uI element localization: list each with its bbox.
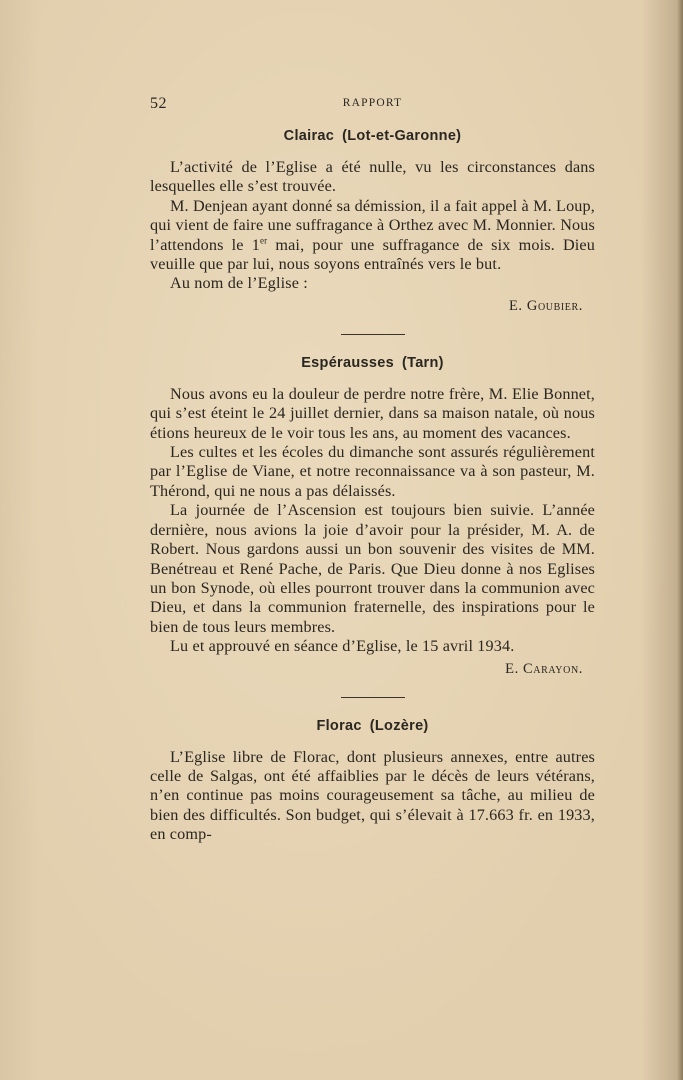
section-esperausses bbox=[150, 355, 595, 678]
paragraph: Les cultes et les écoles du dimanche sont assurés régulièrement par l’Eglise de Viane, et notre reconnaissance va à son pasteur, M. Thérond, qui ne nous a pas délaissés. bbox=[150, 443, 595, 500]
page-header bbox=[150, 95, 595, 115]
section-florac bbox=[150, 718, 595, 845]
section-region: (Lot-et-Garonne) bbox=[342, 128, 462, 144]
paragraph: Lu et approuvé en séance d’Eglise, le 15 avril 1934. bbox=[170, 637, 515, 656]
paragraph-with-date: M. Denjean ayant donné sa démission, il a fait appel à M. Loup, qui vient de faire une suffragance à Orthez avec M. Monnier. Nous l’attendons le 1er mai, pour une suffragance de six mois. Dieu veuille que par lui, nous soyons entraînés vers le but. bbox=[150, 196, 596, 274]
section-title bbox=[150, 718, 595, 734]
page-number: 52 bbox=[150, 95, 167, 112]
section-place: Espérausses bbox=[301, 354, 394, 371]
section-place: Florac bbox=[316, 717, 362, 734]
section-place: Clairac bbox=[283, 128, 335, 144]
signature-text: E. Goubier. bbox=[508, 297, 583, 314]
section-title bbox=[150, 128, 595, 144]
section-divider bbox=[341, 697, 405, 698]
signature bbox=[150, 298, 583, 315]
section-divider bbox=[341, 334, 405, 335]
page-body bbox=[150, 128, 595, 845]
paragraph: La journée de l’Ascension est toujours bien suivie. L’année dernière, nous avions la joie d’avoir pour la présider, M. A. de Robert. Nous gardons aussi un bon souvenir des visites de MM. Benétreau et René Pache, de Paris. Que Dieu donne à nos Eglises un bon Synode, où elles pourront trouver dans la communion avec Dieu, et dans la communion fraternelle, des inspirations pour le bien de tous leurs membres. bbox=[150, 501, 595, 636]
running-head: RAPPORT bbox=[342, 97, 403, 109]
signature bbox=[150, 661, 583, 678]
paragraph: Au nom de l’Eglise : bbox=[170, 274, 308, 293]
section-region: (Lozère) bbox=[369, 717, 429, 734]
paragraph: L’activité de l’Eglise a été nulle, vu les circonstances dans lesquelles elle s’est trouvée. bbox=[150, 158, 595, 196]
signature-text: E. Carayon. bbox=[505, 660, 583, 677]
section-clairac bbox=[150, 128, 595, 315]
paragraph: L’Eglise libre de Florac, dont plusieurs annexes, entre autres celle de Salgas, ont été affaiblies par le décès de leurs vétérans, n’en continue pas moins courageusement sa tâche, au milieu de bien des difficultés. Son budget, qui s’élevait à 17.663 fr. en 1933, en comp- bbox=[150, 747, 595, 844]
section-region: (Tarn) bbox=[401, 354, 444, 371]
page-edge-shadow bbox=[677, 0, 683, 1080]
section-title bbox=[150, 355, 595, 371]
paragraph: Nous avons eu la douleur de perdre notre frère, M. Elie Bonnet, qui s’est éteint le 24 juillet dernier, dans sa maison natale, où nous étions heureux de le voir tous les ans, au moment des vacances. bbox=[150, 384, 595, 442]
ordinal-superscript: er bbox=[259, 235, 268, 246]
